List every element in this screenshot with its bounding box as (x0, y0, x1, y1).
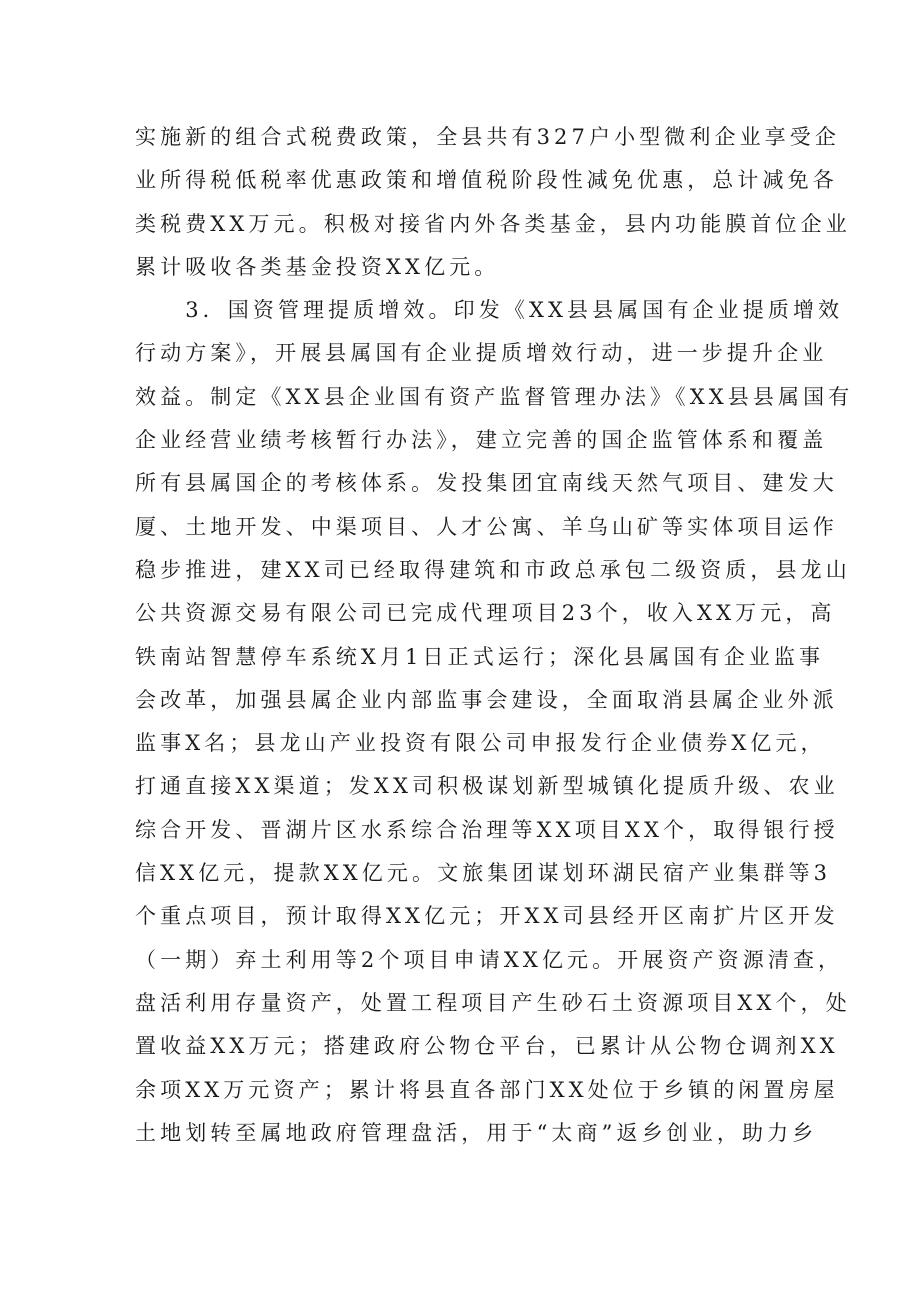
text-line: 效益。制定《XX县企业国有资产监督管理办法》《XX县县属国有 (135, 384, 854, 409)
text-line: 盘活利用存量资产，处置工程项目产生砂石土资源项目XX个，处 (135, 990, 851, 1015)
document-page (135, 116, 854, 1155)
text-line: 监事X名；县龙山产业投资有限公司申报发行企业债券X亿元， (135, 731, 826, 756)
text-line: 实施新的组合式税费政策，全县共有327户小型微利企业享受企 (135, 125, 840, 149)
text-line: 类税费XX万元。积极对接省内外各类基金，县内功能膜首位企业 (135, 211, 851, 236)
text-line: 业所得税低税率优惠政策和增值税阶段性减免优惠，总计减免各 (135, 168, 838, 193)
text-line: 所有县属国企的考核体系。发投集团宜南线天然气项目、建发大 (135, 471, 838, 496)
text-line: 综合开发、晋湖片区水系综合治理等XX项目XX个，取得银行授 (135, 817, 839, 842)
text-line: 公共资源交易有限公司已完成代理项目23个，收入XX万元，高 (135, 601, 836, 626)
text-line: 打通直接XX渠道；发XX司积极谋划新型城镇化提质升级、农业 (135, 774, 839, 799)
text-line: 土地划转至属地政府管理盘活，用于“太商”返乡创业，助力乡 (135, 1120, 818, 1145)
text-line: （一期）弃土利用等2个项目申请XX亿元。开展资产资源清查， (135, 947, 844, 972)
text-line: 余项XX万元资产；累计将县直各部门XX处位于乡镇的闲置房屋 (135, 1077, 839, 1102)
text-line: 会改革，加强县属企业内部监事会建设，全面取消县属企业外派 (135, 687, 838, 712)
text-line: 信XX亿元，提款XX亿元。文旅集团谋划环湖民宿产业集群等3 (135, 861, 832, 886)
text-line: 企业经营业绩考核暂行办法》，建立完善的国企监管体系和覆盖 (135, 428, 828, 453)
text-line: 累计吸收各类基金投资XX亿元。 (135, 254, 500, 279)
text-line: 置收益XX万元；搭建政府公物仓平台，已累计从公物仓调剂XX (135, 1034, 839, 1059)
text-line: 铁南站智慧停车系统X月1日正式运行；深化县属国有企业监事 (135, 644, 825, 669)
text-line: 行动方案》，开展县属国有企业提质增效行动，进一步提升企业 (135, 341, 828, 366)
section-heading-line: 3．国资管理提质增效。印发《XX县县属国有企业提质增效 (135, 298, 844, 323)
text-line: 稳步推进，建XX司已经取得建筑和市政总承包二级资质，县龙山 (135, 557, 851, 582)
text-line: 厦、土地开发、中渠项目、人才公寓、羊乌山矿等实体项目运作 (135, 514, 838, 539)
text-line: 个重点项目，预计取得XX亿元；开XX司县经开区南扩片区开发 (135, 904, 839, 929)
